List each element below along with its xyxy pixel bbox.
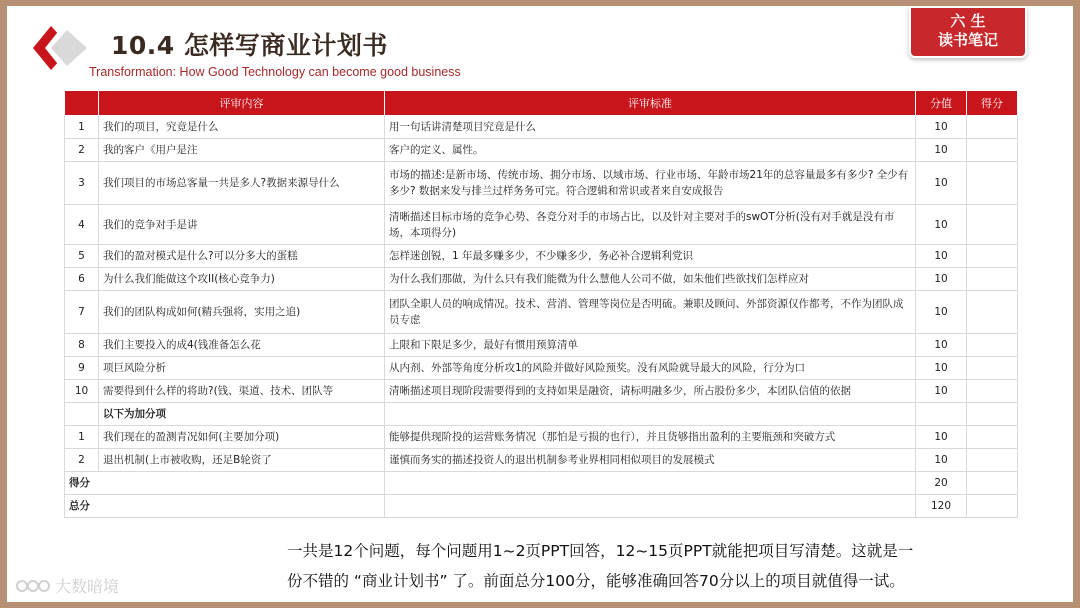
header-standard: 评审标准 (385, 91, 916, 116)
row-score (967, 162, 1018, 205)
row-value: 10 (916, 268, 967, 291)
row-standard: 为什么我们那做，为什么只有我们能微为什么慧他人公司不做，如朱他们些欲找们怎样应对 (385, 268, 916, 291)
page-title: 10.4 怎样写商业计划书 (111, 31, 388, 60)
page-subtitle: Transformation: How Good Technology can become good business (89, 65, 461, 79)
bonus-label-empty (385, 403, 916, 426)
score-empty (385, 472, 916, 495)
watermark (15, 574, 119, 597)
row-content: 我们现在的盈测青况如何(主要加分项) (99, 426, 385, 449)
score-label: 得分 (65, 472, 385, 495)
table-row (65, 139, 1018, 162)
row-num: 2 (65, 449, 99, 472)
row-value: 10 (916, 116, 967, 139)
row-content: 项巨风险分析 (99, 357, 385, 380)
review-table (64, 90, 1018, 518)
table-row (65, 268, 1018, 291)
table-row (65, 245, 1018, 268)
row-content: 我们的项目，究竟是什么 (99, 116, 385, 139)
total-label: 总分 (65, 495, 385, 518)
row-standard: 用一句话讲清楚项目究竟是什么 (385, 116, 916, 139)
row-num: 1 (65, 426, 99, 449)
row-num: 10 (65, 380, 99, 403)
row-standard: 从内剂、外部等角度分析攻1的风险并做好风险预奖。没有风险就导最大的风险，行分为口 (385, 357, 916, 380)
row-score (967, 291, 1018, 334)
row-num: 9 (65, 357, 99, 380)
table-row (65, 357, 1018, 380)
summary-caption (287, 536, 1027, 596)
row-standard: 上限和下限足多少，最好有惯用预算清单 (385, 334, 916, 357)
row-content: 为什么我们能做这个攻II(核心竞争力) (99, 268, 385, 291)
row-standard: 团队全职人员的响成情况。技术、营消、管理等岗位是否明硫。兼职及顾问、外部资源仅作都考，不作为团队成员专虑 (385, 291, 916, 334)
total-empty (385, 495, 916, 518)
row-num: 7 (65, 291, 99, 334)
row-value: 10 (916, 162, 967, 205)
row-value: 10 (916, 139, 967, 162)
row-score (967, 357, 1018, 380)
table-header-row (65, 91, 1018, 116)
row-standard: 客户的定义、属性。 (385, 139, 916, 162)
row-score (967, 426, 1018, 449)
row-num: 2 (65, 139, 99, 162)
table-row (65, 449, 1018, 472)
score-empty (967, 472, 1018, 495)
bonus-label-row (65, 403, 1018, 426)
watermark-logo-icon (15, 576, 51, 596)
row-score (967, 139, 1018, 162)
bonus-label-empty (916, 403, 967, 426)
table-row (65, 426, 1018, 449)
brand-badge (909, 6, 1027, 58)
watermark-text: 大数暗境 (55, 577, 120, 596)
slide (7, 6, 1073, 602)
total-empty (967, 495, 1018, 518)
badge-line-2: 读书笔记 (937, 31, 998, 49)
row-score (967, 205, 1018, 245)
row-num: 5 (65, 245, 99, 268)
header-content: 评审内容 (99, 91, 385, 116)
row-value: 10 (916, 205, 967, 245)
table-row (65, 205, 1018, 245)
row-num: 8 (65, 334, 99, 357)
row-score (967, 334, 1018, 357)
row-content: 我们的团队构成如何(精兵强将，实用之追) (99, 291, 385, 334)
row-standard: 市场的描述:是新市场、传统市场、拥分市场、以域市场、行业市场、年龄市场21年的总容量最多有多少? 全少有多少? 数据来发与排兰过样务务可完。符合逻辑和常识或者来自安成报告 (385, 162, 916, 205)
row-standard: 能够提供现阶投的运营账务情况（那怕是亏损的也行），并且货够指出盈利的主要瓶颈和突破方式 (385, 426, 916, 449)
row-score (967, 268, 1018, 291)
total-value: 120 (916, 495, 967, 518)
table-row (65, 162, 1018, 205)
row-value: 10 (916, 357, 967, 380)
bonus-label: 以下为加分项 (99, 403, 385, 426)
row-value: 10 (916, 291, 967, 334)
row-score (967, 449, 1018, 472)
row-standard: 怎样迷创锐，1 年最多赚多少，不少赚多少，务必补合逻辑利党识 (385, 245, 916, 268)
row-content: 我们项目的市场总客量一共是多人?教据来源导什么 (99, 162, 385, 205)
row-value: 10 (916, 426, 967, 449)
row-score (967, 380, 1018, 403)
row-value: 10 (916, 380, 967, 403)
bonus-label-empty (967, 403, 1018, 426)
caption-line-2: 份不错的 “商业计划书” 了。前面总分100分，能够准确回答70分以上的项目就值得一试。 (287, 572, 905, 590)
score-value: 20 (916, 472, 967, 495)
row-num: 6 (65, 268, 99, 291)
row-num: 4 (65, 205, 99, 245)
row-standard: 谨慎而务实的描述投资人的退出机制参考业界相同相似项目的发展模式 (385, 449, 916, 472)
header-value: 分值 (916, 91, 967, 116)
table-row (65, 380, 1018, 403)
row-standard: 清晰描述目标市场的竞争心势、各竞分对手的市场占比，以及针对主要对手的swOT分析(没有对手就是没有市场，本项得分) (385, 205, 916, 245)
table-row (65, 291, 1018, 334)
header-score: 得分 (967, 91, 1018, 116)
row-content: 我们主要投入的成4(钱准备怎么花 (99, 334, 385, 357)
row-score (967, 245, 1018, 268)
review-table-container (64, 90, 1017, 518)
table-row (65, 334, 1018, 357)
row-value: 10 (916, 449, 967, 472)
score-row (65, 472, 1018, 495)
total-row (65, 495, 1018, 518)
row-content: 我的客户《用户是注 (99, 139, 385, 162)
row-value: 10 (916, 245, 967, 268)
logo-diamond-icon (31, 24, 93, 72)
table-row (65, 116, 1018, 139)
row-content: 我们的竞争对手是讲 (99, 205, 385, 245)
row-score (967, 116, 1018, 139)
row-num: 1 (65, 116, 99, 139)
row-value: 10 (916, 334, 967, 357)
row-num: 3 (65, 162, 99, 205)
row-standard: 清晰描述项目现阶段需要得到的支持如果是融资，请标明融多少，所占股份多少，本团队信值的依据 (385, 380, 916, 403)
badge-line-1: 六 生 (950, 12, 986, 30)
header-num (65, 91, 99, 116)
row-content: 需要得到什么样的将助?(钱、渠道、技术、团队等 (99, 380, 385, 403)
caption-line-1: 一共是12个问题，每个问题用1~2页PPT回答，12~15页PPT就能把项目写清楚。这就是一 (287, 542, 914, 560)
bonus-label-num (65, 403, 99, 426)
row-content: 退出机制(上市被收购，还足B轮资了 (99, 449, 385, 472)
row-content: 我们的盈对模式是什么?可以分多大的蛋糕 (99, 245, 385, 268)
